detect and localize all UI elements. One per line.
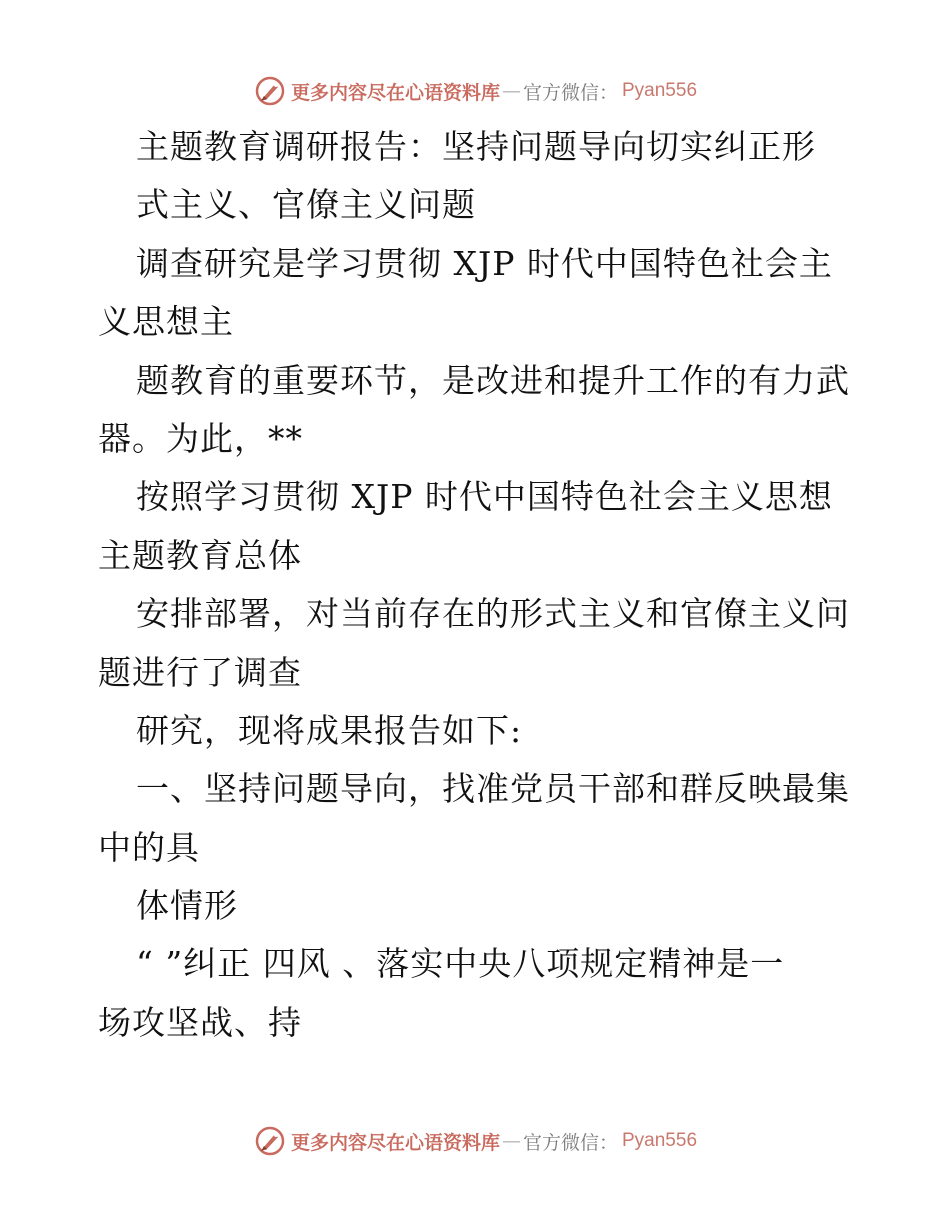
document-text-line: 体情形 [136, 886, 238, 926]
document-text-line: “ ”纠正 四风 、落实中央八项规定精神是一 [136, 944, 785, 984]
document-text-line: 义思想主 [98, 302, 234, 342]
watermark-site-text: 更多内容尽在心语资料库 [290, 81, 500, 104]
document-text-line: 式主义、官僚主义问题 [136, 185, 476, 225]
document-text-line: 调查研究是学习贯彻 XJP 时代中国特色社会主 [136, 243, 833, 283]
pen-nib-icon [253, 74, 287, 108]
watermark-label: 官方微信： [522, 81, 618, 104]
watermark-site-text: 更多内容尽在心语资料库 [290, 1131, 500, 1154]
document-text-line: 中的具 [98, 827, 200, 867]
document-text-line: 器。为此，** [98, 418, 303, 458]
footer-watermark [0, 1121, 950, 1161]
watermark-label: 官方微信： [522, 1131, 618, 1154]
watermark-dash: — [501, 1130, 521, 1152]
document-text-line: 按照学习贯彻 XJP 时代中国特色社会主义思想 [136, 477, 833, 517]
document-text-line: 题教育的重要环节，是改进和提升工作的有力武 [136, 360, 850, 400]
document-text-line: 场攻坚战、持 [98, 1002, 302, 1042]
document-text-line: 题进行了调查 [98, 652, 302, 692]
document-text-line: 一、坚持问题导向，找准党员干部和群反映最集 [136, 769, 850, 809]
header-watermark [0, 71, 950, 111]
document-text-line: 安排部署，对当前存在的形式主义和官僚主义问 [136, 594, 850, 634]
document-text-line: 研究，现将成果报告如下: [136, 710, 523, 750]
document-body [98, 118, 858, 1052]
pen-nib-icon [253, 1124, 287, 1158]
watermark-id: Pyan556 [622, 1130, 698, 1151]
document-text-line: 主题教育调研报告：坚持问题导向切实纠正形 [136, 127, 816, 166]
document-text-line: 主题教育总体 [98, 535, 302, 575]
watermark-dash: — [501, 80, 521, 102]
watermark-id: Pyan556 [622, 80, 698, 101]
